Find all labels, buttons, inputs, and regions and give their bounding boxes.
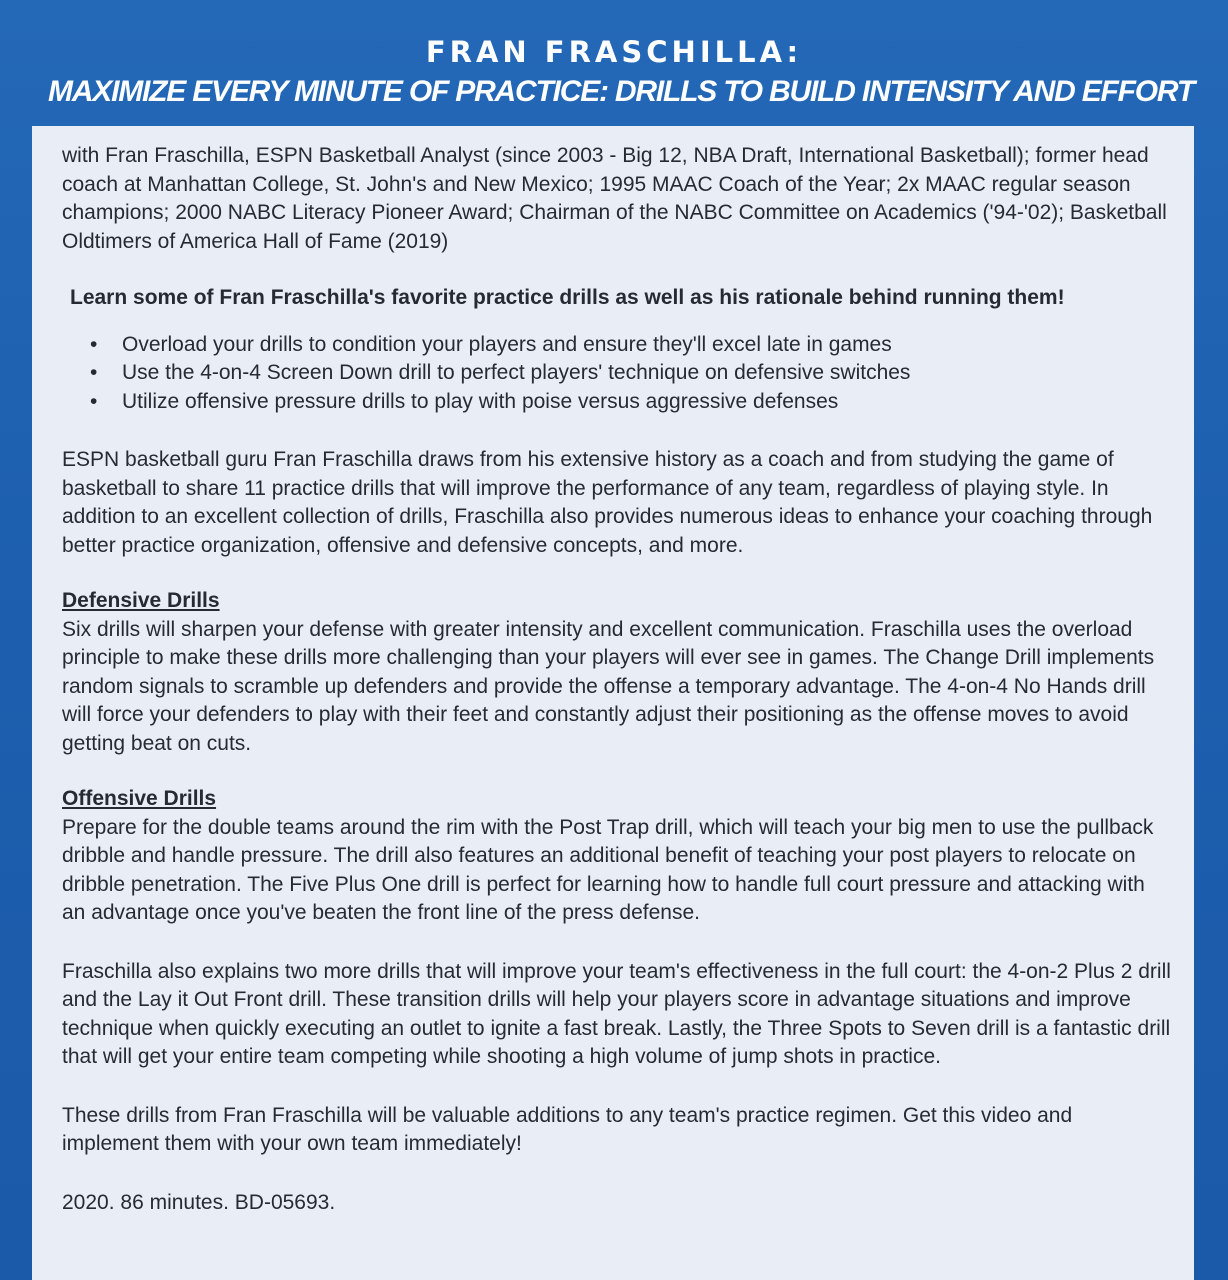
defensive-drills-heading: Defensive Drills	[62, 589, 220, 612]
list-item	[90, 359, 1172, 388]
presenter-name: FRAN FRASCHILLA:	[425, 35, 803, 69]
transition-drills-paragraph: Fraschilla also explains two more drills that will improve your team's effectiveness in the full court: the 4-on-2 Plus 2 drill and the Lay it Out Front drill. These transition drills will help your players score in advantage situations and improve technique when quickly executing an outlet to ignite a fast break. Lastly, the Three Spots to Seven drill is a fantastic drill that will get your entire team competing while shooting a high volume of jump shots in practice.	[62, 959, 1171, 1068]
product-info: 2020. 86 minutes. BD-05693.	[62, 1190, 336, 1214]
presenter-credits: with Fran Fraschilla, ESPN Basketball Analyst (since 2003 - Big 12, NBA Draft, International Basketball); former head coach at Manhattan College, St. John's and New Mexico; 1995 MAAC Coach of the Year; 2x MAAC regular season champions; 2000 NABC Literacy Pioneer Award; Chairman of the NABC Committee on Academics ('94-'02); Basketball Oldtimers of America Hall of Fame (2019)	[62, 144, 1167, 253]
video-title: MAXIMIZE EVERY MINUTE OF PRACTICE: DRILLS TO BUILD INTENSITY AND EFFORT	[48, 75, 1194, 108]
offensive-drills-heading: Offensive Drills	[62, 787, 217, 810]
offensive-drills-paragraph: Prepare for the double teams around the rim with the Post Trap drill, which will teach your big men to use the pullback dribble and handle pressure. The drill also features an additional benefit of teaching your post players to relocate on dribble penetration. The Five Plus One drill is perfect for learning how to handle full court pressure and attacking with an advantage once you've beaten the front line of the press defense.	[62, 815, 1154, 924]
closing-paragraph: These drills from Fran Fraschilla will be valuable additions to any team's practice regimen. Get this video and implement them with your own team immediately!	[62, 1103, 1073, 1155]
defensive-drills-paragraph: Six drills will sharpen your defense with greater intensity and excellent communication. Fraschilla uses the overload principle to make these drills more challenging than your players will ever see in games. The Change Drill implements random signals to scramble up defenders and provide the offense a temporary advantage. The 4-on-4 No Hands drill will force your defenders to play with their feet and constantly adjust their positioning as the offense moves to avoid getting beat on cuts.	[62, 617, 1155, 755]
list-item-text: Utilize offensive pressure drills to play with poise versus aggressive defenses	[122, 389, 839, 413]
intro-paragraph: ESPN basketball guru Fran Fraschilla draws from his extensive history as a coach and from studying the game of basketball to share 11 practice drills that will improve the performance of any team, regardless of playing style. In addition to an excellent collection of drills, Fraschilla also provides numerous ideas to enhance your coaching through better practice organization, offensive and defensive concepts, and more.	[62, 448, 1153, 557]
bullet-icon: •	[90, 361, 98, 384]
list-item	[90, 388, 1172, 417]
bullet-icon: •	[90, 389, 98, 413]
bullet-icon: •	[90, 332, 98, 356]
list-item-text: Overload your drills to condition your players and ensure they'll excel late in games	[122, 332, 892, 356]
description-panel	[32, 126, 1194, 1280]
cover-header	[0, 30, 1228, 112]
list-item	[90, 331, 1172, 360]
tagline: Learn some of Fran Fraschilla's favorite practice drills as well as his rationale behind running them!	[70, 286, 1065, 309]
list-item-text: Use the 4-on-4 Screen Down drill to perfect players' technique on defensive switches	[122, 361, 911, 384]
highlights-list	[62, 331, 1172, 417]
